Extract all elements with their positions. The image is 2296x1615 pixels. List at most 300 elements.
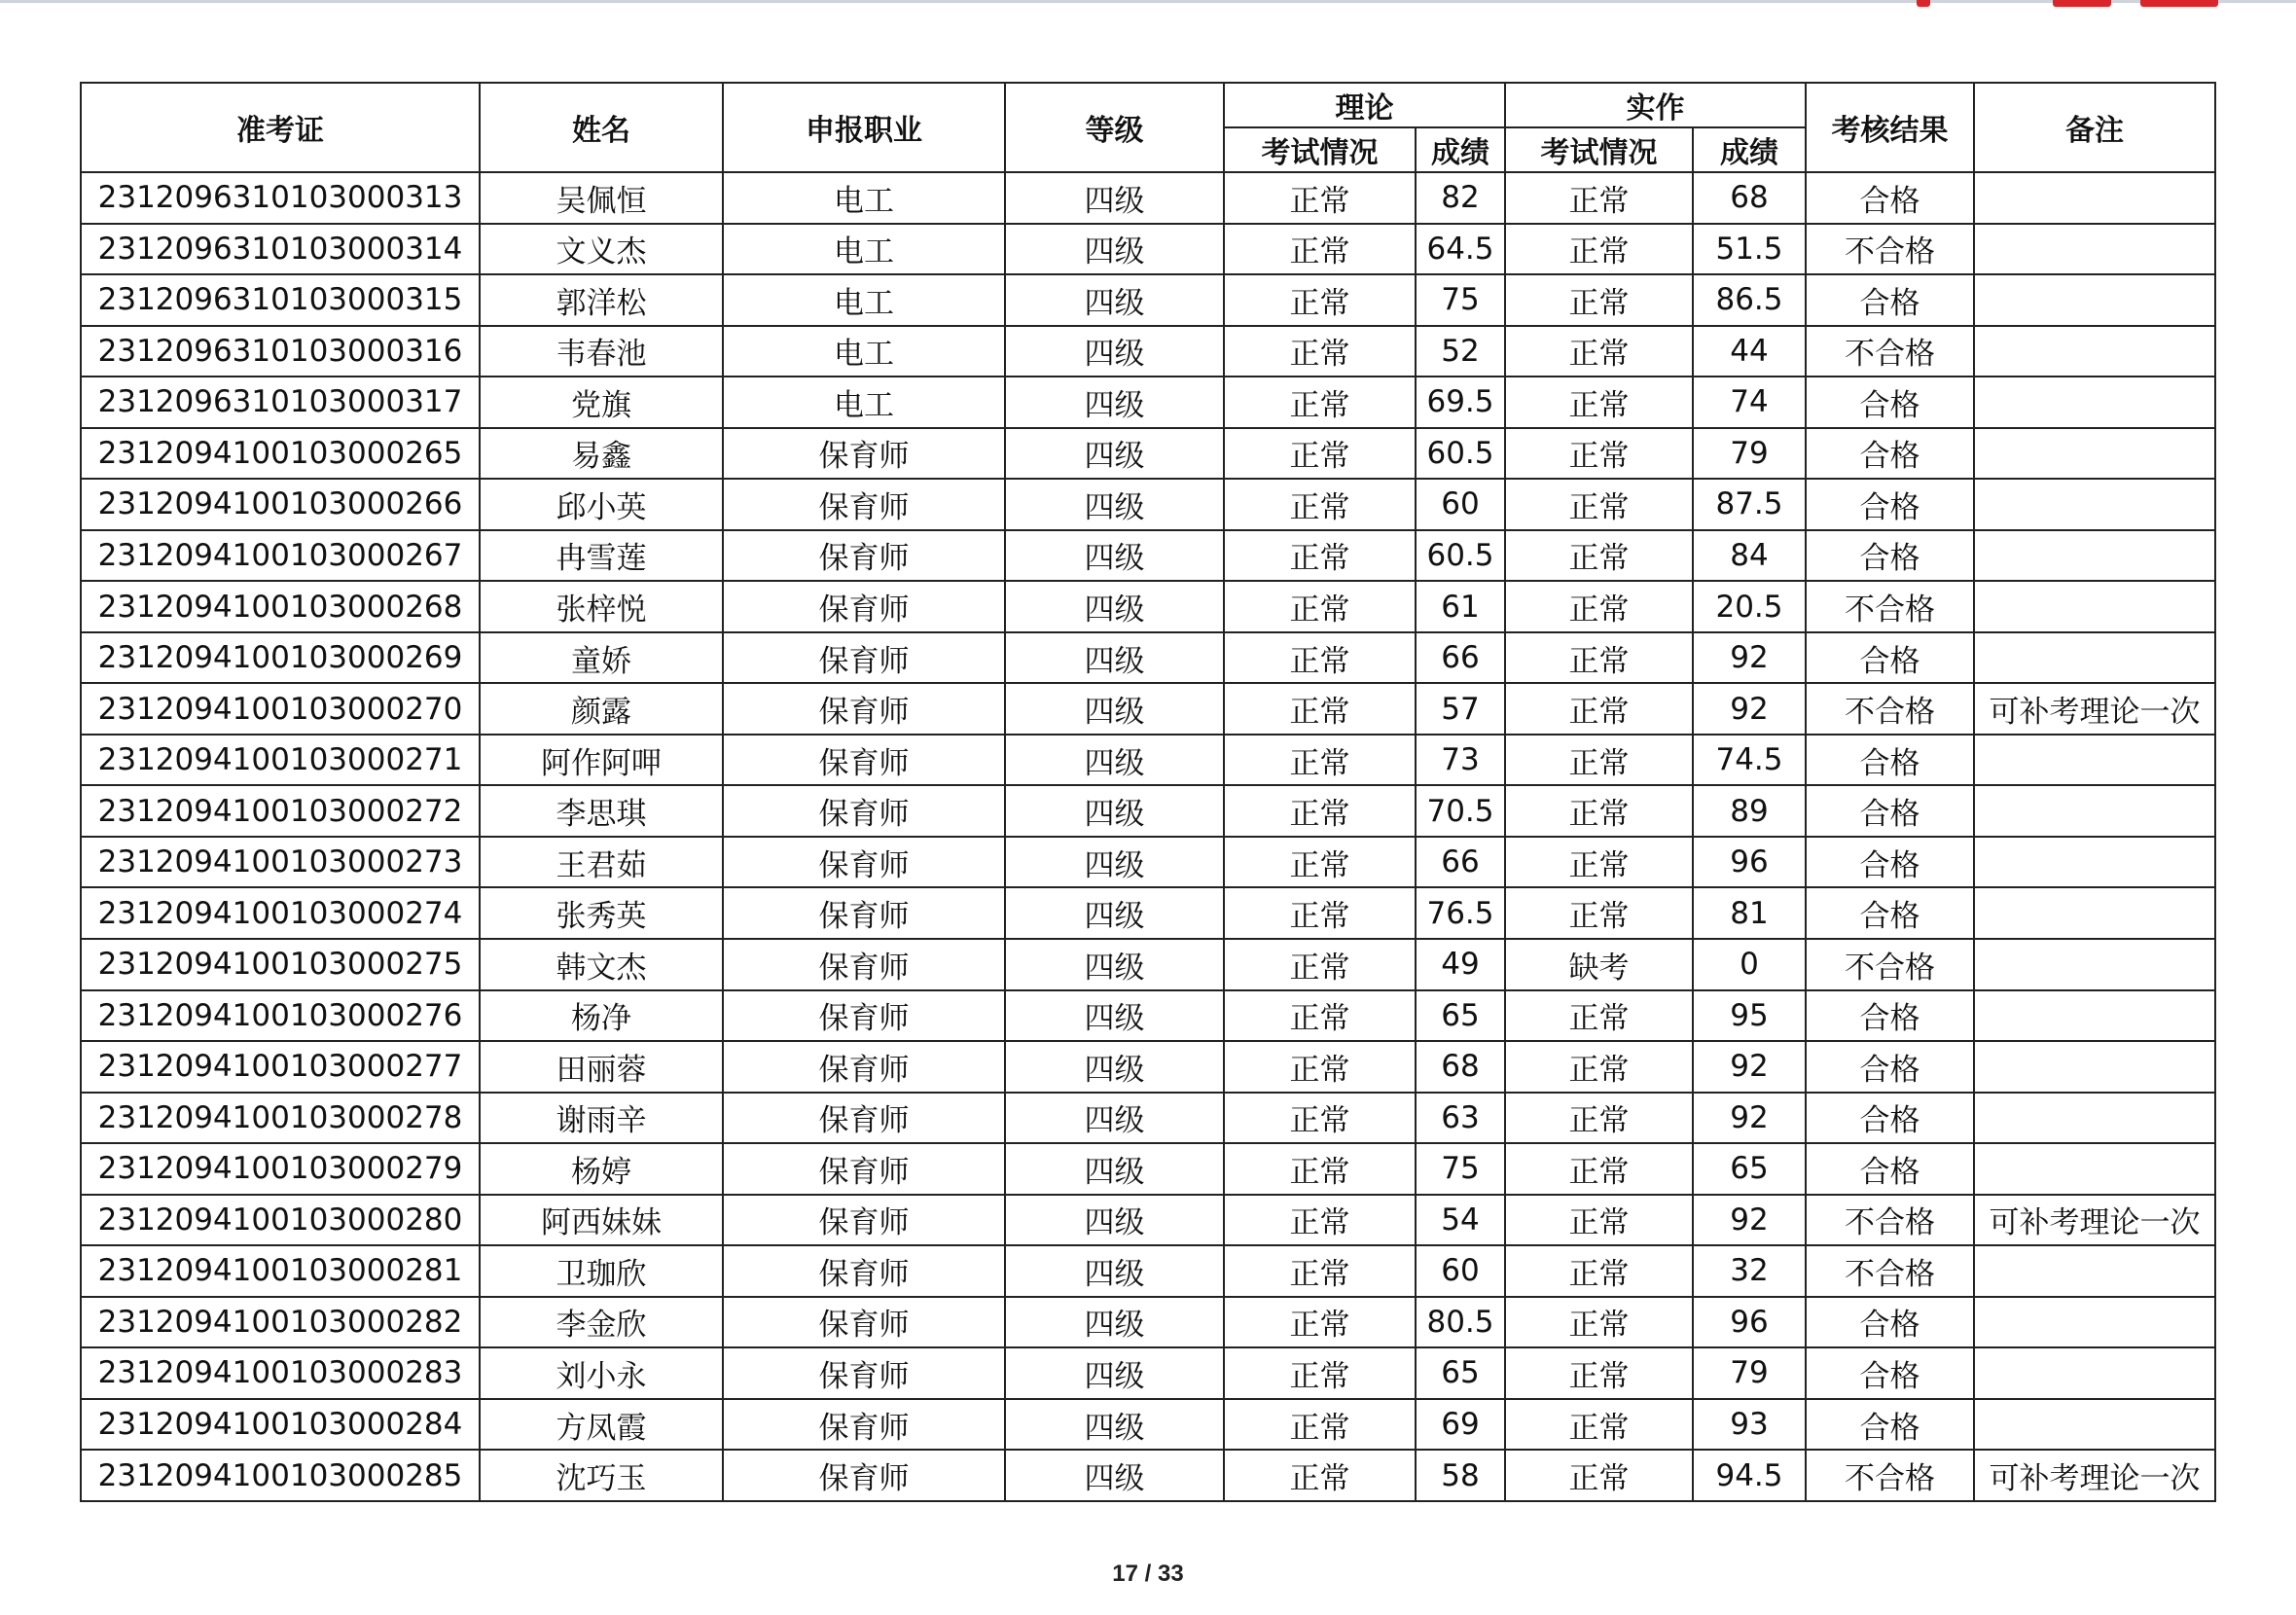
result-cell: 合格: [1806, 274, 1974, 326]
practical-status-cell: 正常: [1505, 1347, 1693, 1399]
theory-status-cell: 正常: [1224, 939, 1416, 990]
practical-score-cell: 0: [1693, 939, 1806, 990]
result-cell: 不合格: [1806, 326, 1974, 377]
practical-score-cell: 96: [1693, 1297, 1806, 1348]
table-row: [81, 530, 2215, 582]
level-cell: 四级: [1005, 1093, 1224, 1144]
occupation-cell: 保育师: [723, 837, 1005, 888]
ticket-number-cell: 2312094100103000275: [81, 939, 480, 990]
ticket-number-cell: 2312094100103000271: [81, 735, 480, 786]
occupation-cell: 保育师: [723, 1347, 1005, 1399]
level-cell: 四级: [1005, 1245, 1224, 1297]
theory-score-cell: 69: [1416, 1399, 1505, 1451]
remark-cell: [1974, 1041, 2215, 1093]
ticket-number-cell: 2312094100103000266: [81, 479, 480, 530]
occupation-cell: 保育师: [723, 785, 1005, 837]
theory-status-cell: 正常: [1224, 990, 1416, 1042]
theory-score-cell: 65: [1416, 1347, 1505, 1399]
theory-score-cell: 70.5: [1416, 785, 1505, 837]
practical-score-cell: 92: [1693, 683, 1806, 735]
remark-cell: [1974, 326, 2215, 377]
occupation-cell: 电工: [723, 326, 1005, 377]
remark-cell: [1974, 274, 2215, 326]
occupation-cell: 保育师: [723, 887, 1005, 939]
result-cell: 不合格: [1806, 1245, 1974, 1297]
theory-status-cell: 正常: [1224, 530, 1416, 582]
header-ticket: 准考证: [81, 83, 480, 172]
table-row: [81, 274, 2215, 326]
ticket-number-cell: 2312094100103000284: [81, 1399, 480, 1451]
practical-status-cell: 正常: [1505, 172, 1693, 224]
occupation-cell: 保育师: [723, 735, 1005, 786]
occupation-cell: 保育师: [723, 683, 1005, 735]
practical-status-cell: 正常: [1505, 1297, 1693, 1348]
practical-score-cell: 79: [1693, 428, 1806, 480]
name-cell: 卫珈欣: [480, 1245, 723, 1297]
theory-score-cell: 66: [1416, 837, 1505, 888]
practical-status-cell: 正常: [1505, 1195, 1693, 1246]
table-row: [81, 377, 2215, 428]
practical-status-cell: 正常: [1505, 428, 1693, 480]
name-cell: 文义杰: [480, 224, 723, 275]
practical-status-cell: 正常: [1505, 1245, 1693, 1297]
practical-score-cell: 92: [1693, 1195, 1806, 1246]
header-practical-status: 考试情况: [1505, 127, 1693, 172]
header-level: 等级: [1005, 83, 1224, 172]
remark-cell: [1974, 1245, 2215, 1297]
practical-score-cell: 94.5: [1693, 1450, 1806, 1501]
header-occupation: 申报职业: [723, 83, 1005, 172]
table-row: [81, 683, 2215, 735]
header-result: 考核结果: [1806, 83, 1974, 172]
result-cell: 合格: [1806, 632, 1974, 684]
practical-score-cell: 86.5: [1693, 274, 1806, 326]
name-cell: 张梓悦: [480, 581, 723, 632]
practical-status-cell: 缺考: [1505, 939, 1693, 990]
level-cell: 四级: [1005, 224, 1224, 275]
practical-score-cell: 68: [1693, 172, 1806, 224]
remark-cell: [1974, 735, 2215, 786]
practical-score-cell: 44: [1693, 326, 1806, 377]
theory-status-cell: 正常: [1224, 479, 1416, 530]
theory-score-cell: 68: [1416, 1041, 1505, 1093]
table-row: [81, 939, 2215, 990]
ticket-number-cell: 2312096310103000313: [81, 172, 480, 224]
ticket-number-cell: 2312094100103000281: [81, 1245, 480, 1297]
occupation-cell: 保育师: [723, 939, 1005, 990]
level-cell: 四级: [1005, 428, 1224, 480]
practical-status-cell: 正常: [1505, 1041, 1693, 1093]
name-cell: 邱小英: [480, 479, 723, 530]
theory-score-cell: 75: [1416, 1143, 1505, 1195]
header-theory-status: 考试情况: [1224, 127, 1416, 172]
remark-cell: [1974, 479, 2215, 530]
remark-cell: [1974, 1347, 2215, 1399]
occupation-cell: 电工: [723, 224, 1005, 275]
table-row: [81, 1195, 2215, 1246]
table-row: [81, 1347, 2215, 1399]
occupation-cell: 电工: [723, 172, 1005, 224]
level-cell: 四级: [1005, 837, 1224, 888]
theory-score-cell: 52: [1416, 326, 1505, 377]
ticket-number-cell: 2312094100103000283: [81, 1347, 480, 1399]
name-cell: 张秀英: [480, 887, 723, 939]
theory-status-cell: 正常: [1224, 326, 1416, 377]
table-row: [81, 1399, 2215, 1451]
name-cell: 阿作阿呷: [480, 735, 723, 786]
theory-status-cell: 正常: [1224, 1399, 1416, 1451]
table-row: [81, 990, 2215, 1042]
result-cell: 合格: [1806, 735, 1974, 786]
ticket-number-cell: 2312096310103000316: [81, 326, 480, 377]
practical-score-cell: 92: [1693, 632, 1806, 684]
remark-cell: [1974, 377, 2215, 428]
practical-score-cell: 32: [1693, 1245, 1806, 1297]
table-row: [81, 632, 2215, 684]
theory-status-cell: 正常: [1224, 224, 1416, 275]
theory-status-cell: 正常: [1224, 1347, 1416, 1399]
theory-score-cell: 80.5: [1416, 1297, 1505, 1348]
theory-score-cell: 49: [1416, 939, 1505, 990]
result-cell: 不合格: [1806, 224, 1974, 275]
remark-cell: [1974, 428, 2215, 480]
name-cell: 杨净: [480, 990, 723, 1042]
level-cell: 四级: [1005, 326, 1224, 377]
theory-status-cell: 正常: [1224, 1450, 1416, 1501]
name-cell: 阿西妹妹: [480, 1195, 723, 1246]
theory-score-cell: 76.5: [1416, 887, 1505, 939]
theory-score-cell: 63: [1416, 1093, 1505, 1144]
theory-status-cell: 正常: [1224, 735, 1416, 786]
theory-score-cell: 60: [1416, 479, 1505, 530]
practical-status-cell: 正常: [1505, 224, 1693, 275]
practical-status-cell: 正常: [1505, 326, 1693, 377]
result-cell: 合格: [1806, 172, 1974, 224]
table-row: [81, 785, 2215, 837]
remark-cell: [1974, 785, 2215, 837]
theory-status-cell: 正常: [1224, 1143, 1416, 1195]
occupation-cell: 保育师: [723, 479, 1005, 530]
theory-score-cell: 66: [1416, 632, 1505, 684]
table-row: [81, 1143, 2215, 1195]
theory-status-cell: 正常: [1224, 581, 1416, 632]
name-cell: 韦春池: [480, 326, 723, 377]
practical-score-cell: 93: [1693, 1399, 1806, 1451]
table-body: [81, 172, 2215, 1501]
name-cell: 颜露: [480, 683, 723, 735]
remark-cell: [1974, 1399, 2215, 1451]
occupation-cell: 保育师: [723, 1195, 1005, 1246]
theory-score-cell: 73: [1416, 735, 1505, 786]
theory-status-cell: 正常: [1224, 1195, 1416, 1246]
table-row: [81, 1041, 2215, 1093]
ticket-number-cell: 2312094100103000273: [81, 837, 480, 888]
occupation-cell: 保育师: [723, 1245, 1005, 1297]
theory-score-cell: 61: [1416, 581, 1505, 632]
result-cell: 合格: [1806, 1143, 1974, 1195]
theory-score-cell: 69.5: [1416, 377, 1505, 428]
ticket-number-cell: 2312094100103000280: [81, 1195, 480, 1246]
level-cell: 四级: [1005, 1399, 1224, 1451]
theory-score-cell: 54: [1416, 1195, 1505, 1246]
table-row: [81, 735, 2215, 786]
result-cell: 不合格: [1806, 581, 1974, 632]
practical-status-cell: 正常: [1505, 887, 1693, 939]
theory-status-cell: 正常: [1224, 683, 1416, 735]
table-row: [81, 1245, 2215, 1297]
theory-status-cell: 正常: [1224, 172, 1416, 224]
practical-status-cell: 正常: [1505, 990, 1693, 1042]
table-row: [81, 479, 2215, 530]
result-cell: 合格: [1806, 377, 1974, 428]
level-cell: 四级: [1005, 530, 1224, 582]
name-cell: 李思琪: [480, 785, 723, 837]
exam-results-table: [80, 82, 2216, 1502]
result-cell: 合格: [1806, 1297, 1974, 1348]
level-cell: 四级: [1005, 1143, 1224, 1195]
name-cell: 冉雪莲: [480, 530, 723, 582]
ticket-number-cell: 2312094100103000274: [81, 887, 480, 939]
ticket-number-cell: 2312096310103000314: [81, 224, 480, 275]
level-cell: 四级: [1005, 735, 1224, 786]
practical-status-cell: 正常: [1505, 1399, 1693, 1451]
result-cell: 合格: [1806, 837, 1974, 888]
theory-status-cell: 正常: [1224, 1297, 1416, 1348]
occupation-cell: 保育师: [723, 581, 1005, 632]
ticket-number-cell: 2312094100103000268: [81, 581, 480, 632]
result-cell: 合格: [1806, 785, 1974, 837]
table-row: [81, 837, 2215, 888]
theory-status-cell: 正常: [1224, 377, 1416, 428]
name-cell: 谢雨辛: [480, 1093, 723, 1144]
table-header: [81, 83, 2215, 172]
level-cell: 四级: [1005, 1041, 1224, 1093]
name-cell: 党旗: [480, 377, 723, 428]
remark-cell: [1974, 1297, 2215, 1348]
remark-cell: [1974, 990, 2215, 1042]
name-cell: 杨婷: [480, 1143, 723, 1195]
table-row: [81, 1450, 2215, 1501]
result-cell: 合格: [1806, 990, 1974, 1042]
result-cell: 不合格: [1806, 683, 1974, 735]
theory-status-cell: 正常: [1224, 785, 1416, 837]
level-cell: 四级: [1005, 1297, 1224, 1348]
level-cell: 四级: [1005, 1347, 1224, 1399]
remark-cell: [1974, 1143, 2215, 1195]
table-row: [81, 326, 2215, 377]
ticket-number-cell: 2312094100103000269: [81, 632, 480, 684]
occupation-cell: 保育师: [723, 1093, 1005, 1144]
level-cell: 四级: [1005, 1450, 1224, 1501]
table-row: [81, 1093, 2215, 1144]
theory-score-cell: 82: [1416, 172, 1505, 224]
remark-cell: [1974, 887, 2215, 939]
red-seal-fragment: [1907, 0, 2228, 10]
remark-cell: [1974, 1093, 2215, 1144]
table-row: [81, 887, 2215, 939]
practical-status-cell: 正常: [1505, 1450, 1693, 1501]
result-cell: 合格: [1806, 1093, 1974, 1144]
ticket-number-cell: 2312094100103000285: [81, 1450, 480, 1501]
occupation-cell: 保育师: [723, 1041, 1005, 1093]
result-cell: 合格: [1806, 1347, 1974, 1399]
header-theory-score: 成绩: [1416, 127, 1505, 172]
name-cell: 王君茹: [480, 837, 723, 888]
ticket-number-cell: 2312096310103000317: [81, 377, 480, 428]
occupation-cell: 保育师: [723, 1450, 1005, 1501]
practical-status-cell: 正常: [1505, 632, 1693, 684]
practical-score-cell: 92: [1693, 1041, 1806, 1093]
ticket-number-cell: 2312094100103000276: [81, 990, 480, 1042]
result-cell: 合格: [1806, 428, 1974, 480]
practical-status-cell: 正常: [1505, 479, 1693, 530]
table-row: [81, 1297, 2215, 1348]
result-cell: 不合格: [1806, 939, 1974, 990]
ticket-number-cell: 2312094100103000267: [81, 530, 480, 582]
theory-score-cell: 64.5: [1416, 224, 1505, 275]
practical-status-cell: 正常: [1505, 530, 1693, 582]
practical-status-cell: 正常: [1505, 377, 1693, 428]
theory-status-cell: 正常: [1224, 837, 1416, 888]
level-cell: 四级: [1005, 274, 1224, 326]
level-cell: 四级: [1005, 887, 1224, 939]
result-cell: 合格: [1806, 530, 1974, 582]
ticket-number-cell: 2312094100103000279: [81, 1143, 480, 1195]
practical-score-cell: 51.5: [1693, 224, 1806, 275]
occupation-cell: 电工: [723, 377, 1005, 428]
header-theory: 理论: [1224, 83, 1505, 127]
result-cell: 不合格: [1806, 1195, 1974, 1246]
name-cell: 沈巧玉: [480, 1450, 723, 1501]
level-cell: 四级: [1005, 581, 1224, 632]
practical-status-cell: 正常: [1505, 581, 1693, 632]
name-cell: 童娇: [480, 632, 723, 684]
ticket-number-cell: 2312094100103000265: [81, 428, 480, 480]
table-row: [81, 224, 2215, 275]
remark-cell: [1974, 224, 2215, 275]
occupation-cell: 保育师: [723, 530, 1005, 582]
theory-score-cell: 60.5: [1416, 530, 1505, 582]
remark-cell: [1974, 837, 2215, 888]
practical-status-cell: 正常: [1505, 274, 1693, 326]
theory-score-cell: 60.5: [1416, 428, 1505, 480]
occupation-cell: 保育师: [723, 428, 1005, 480]
practical-score-cell: 92: [1693, 1093, 1806, 1144]
header-name: 姓名: [480, 83, 723, 172]
level-cell: 四级: [1005, 990, 1224, 1042]
remark-cell: [1974, 172, 2215, 224]
practical-status-cell: 正常: [1505, 837, 1693, 888]
theory-score-cell: 65: [1416, 990, 1505, 1042]
practical-score-cell: 95: [1693, 990, 1806, 1042]
occupation-cell: 保育师: [723, 1399, 1005, 1451]
name-cell: 刘小永: [480, 1347, 723, 1399]
result-cell: 合格: [1806, 887, 1974, 939]
practical-score-cell: 74.5: [1693, 735, 1806, 786]
table-row: [81, 172, 2215, 224]
remark-cell: 可补考理论一次: [1974, 1195, 2215, 1246]
ticket-number-cell: 2312094100103000278: [81, 1093, 480, 1144]
remark-cell: 可补考理论一次: [1974, 683, 2215, 735]
practical-score-cell: 84: [1693, 530, 1806, 582]
name-cell: 田丽蓉: [480, 1041, 723, 1093]
level-cell: 四级: [1005, 377, 1224, 428]
practical-status-cell: 正常: [1505, 683, 1693, 735]
level-cell: 四级: [1005, 632, 1224, 684]
level-cell: 四级: [1005, 172, 1224, 224]
remark-cell: [1974, 530, 2215, 582]
page-number: 17 / 33: [1112, 1561, 1184, 1587]
header-practical-score: 成绩: [1693, 127, 1806, 172]
name-cell: 方凤霞: [480, 1399, 723, 1451]
occupation-cell: 电工: [723, 274, 1005, 326]
table-row: [81, 581, 2215, 632]
header-practical: 实作: [1505, 83, 1806, 127]
practical-status-cell: 正常: [1505, 1143, 1693, 1195]
result-cell: 不合格: [1806, 1450, 1974, 1501]
result-cell: 合格: [1806, 1399, 1974, 1451]
name-cell: 吴佩恒: [480, 172, 723, 224]
level-cell: 四级: [1005, 479, 1224, 530]
ticket-number-cell: 2312094100103000272: [81, 785, 480, 837]
theory-score-cell: 58: [1416, 1450, 1505, 1501]
name-cell: 郭洋松: [480, 274, 723, 326]
practical-status-cell: 正常: [1505, 1093, 1693, 1144]
practical-score-cell: 79: [1693, 1347, 1806, 1399]
theory-status-cell: 正常: [1224, 1041, 1416, 1093]
level-cell: 四级: [1005, 1195, 1224, 1246]
table-row: [81, 428, 2215, 480]
theory-status-cell: 正常: [1224, 887, 1416, 939]
theory-status-cell: 正常: [1224, 274, 1416, 326]
name-cell: 李金欣: [480, 1297, 723, 1348]
theory-score-cell: 75: [1416, 274, 1505, 326]
ticket-number-cell: 2312096310103000315: [81, 274, 480, 326]
header-remark: 备注: [1974, 83, 2215, 172]
practical-score-cell: 81: [1693, 887, 1806, 939]
practical-status-cell: 正常: [1505, 735, 1693, 786]
theory-status-cell: 正常: [1224, 428, 1416, 480]
level-cell: 四级: [1005, 785, 1224, 837]
result-cell: 合格: [1806, 479, 1974, 530]
ticket-number-cell: 2312094100103000277: [81, 1041, 480, 1093]
practical-score-cell: 96: [1693, 837, 1806, 888]
theory-score-cell: 57: [1416, 683, 1505, 735]
practical-score-cell: 89: [1693, 785, 1806, 837]
occupation-cell: 保育师: [723, 990, 1005, 1042]
practical-score-cell: 20.5: [1693, 581, 1806, 632]
practical-score-cell: 65: [1693, 1143, 1806, 1195]
theory-status-cell: 正常: [1224, 1093, 1416, 1144]
remark-cell: [1974, 632, 2215, 684]
occupation-cell: 保育师: [723, 1297, 1005, 1348]
theory-status-cell: 正常: [1224, 1245, 1416, 1297]
practical-score-cell: 74: [1693, 377, 1806, 428]
name-cell: 易鑫: [480, 428, 723, 480]
practical-score-cell: 87.5: [1693, 479, 1806, 530]
occupation-cell: 保育师: [723, 632, 1005, 684]
result-cell: 合格: [1806, 1041, 1974, 1093]
remark-cell: [1974, 939, 2215, 990]
level-cell: 四级: [1005, 939, 1224, 990]
occupation-cell: 保育师: [723, 1143, 1005, 1195]
practical-status-cell: 正常: [1505, 785, 1693, 837]
ticket-number-cell: 2312094100103000282: [81, 1297, 480, 1348]
level-cell: 四级: [1005, 683, 1224, 735]
remark-cell: [1974, 581, 2215, 632]
theory-status-cell: 正常: [1224, 632, 1416, 684]
theory-score-cell: 60: [1416, 1245, 1505, 1297]
